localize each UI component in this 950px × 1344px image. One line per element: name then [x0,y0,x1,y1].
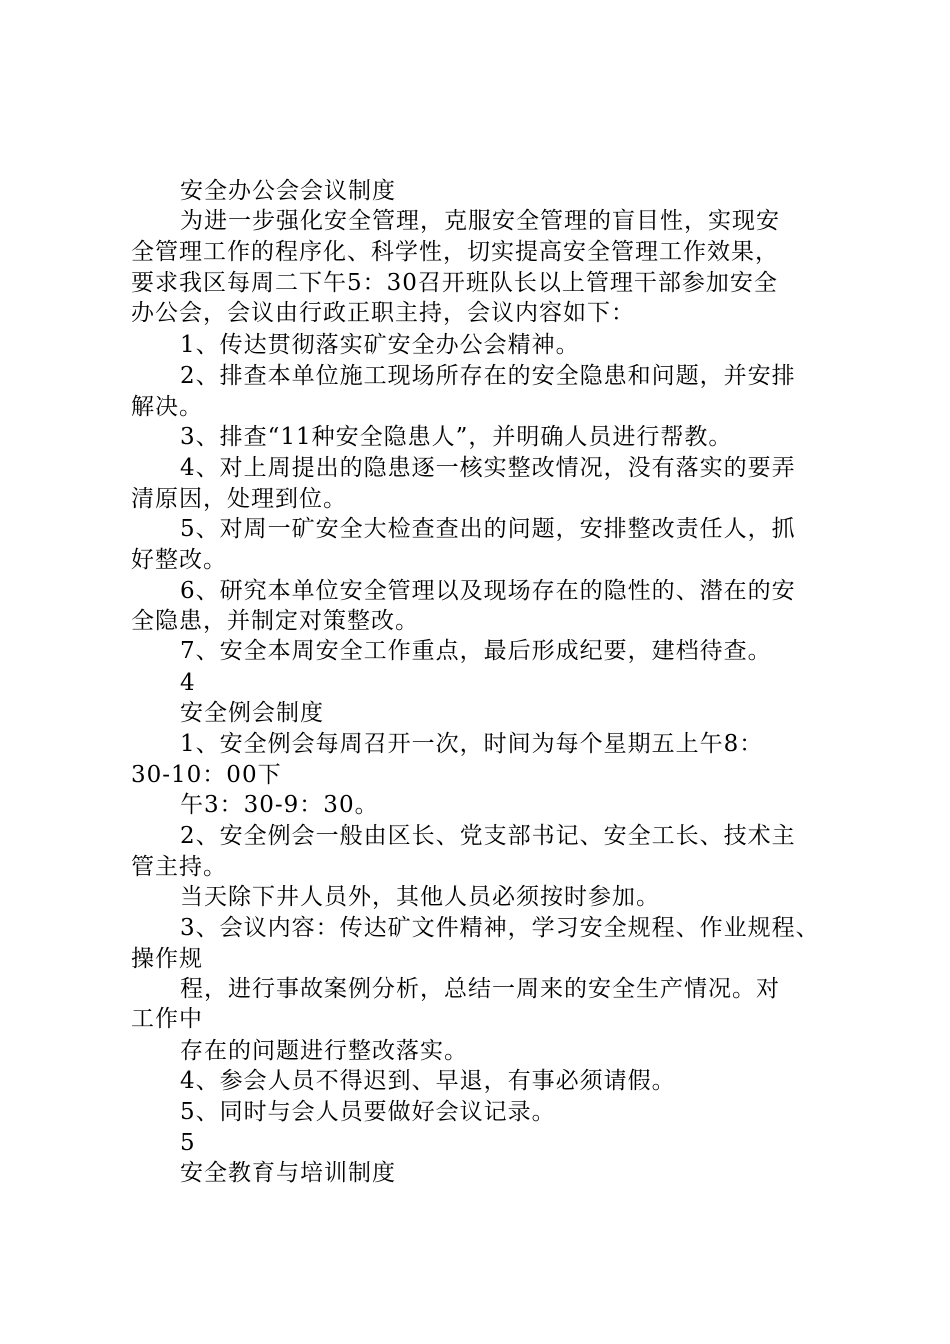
list-item-continuation: 程，进行事故案例分析，总结一周来的安全生产情况。对 [180,976,780,1002]
paragraph-line: 全管理工作的程序化、科学性，切实提高安全管理工作效果， [131,239,779,265]
list-item: 7、安全本周安全工作重点，最后形成纪要，建档待查。 [180,638,772,664]
list-item-continuation: 存在的问题进行整改落实。 [180,1038,468,1064]
page-number: 4 [180,670,196,696]
paragraph-line: 要求我区每周二下午5：30召开班队长以上管理干部参加安全 [131,270,778,296]
list-item: 2、排查本单位施工现场所存在的安全隐患和问题，并安排 [180,363,796,389]
list-item-continuation: 解决。 [131,394,203,420]
list-item: 1、安全例会每周召开一次，时间为每个星期五上午8： [180,731,764,757]
page-number: 5 [180,1130,196,1156]
list-item: 1、传达贯彻落实矿安全办公会精神。 [180,332,580,358]
list-item-continuation: 午3：30-9：30。 [180,792,379,818]
section-title-safety-education-training: 安全教育与培训制度 [180,1160,396,1186]
list-item-continuation: 全隐患，并制定对策整改。 [131,608,419,634]
list-item: 5、对周一矿安全大检查查出的问题，安排整改责任人，抓 [180,516,796,542]
list-item: 4、参会人员不得迟到、早退，有事必须请假。 [180,1068,676,1094]
paragraph-line: 为进一步强化安全管理，克服安全管理的盲目性，实现安 [180,208,780,234]
list-item-continuation: 30-10：00下 [131,762,282,788]
paragraph-line: 当天除下井人员外，其他人员必须按时参加。 [180,884,660,910]
section-title-safety-office-meeting: 安全办公会会议制度 [180,178,396,204]
list-item: 5、同时与会人员要做好会议记录。 [180,1099,556,1125]
list-item: 4、对上周提出的隐患逐一核实整改情况，没有落实的要弄 [180,455,796,481]
section-title-safety-regular-meeting: 安全例会制度 [180,700,324,726]
list-item-continuation: 好整改。 [131,547,227,573]
list-item-continuation: 管主持。 [131,854,227,880]
list-item-continuation: 操作规 [131,946,203,972]
paragraph-line: 办公会，会议由行政正职主持，会议内容如下： [131,300,635,326]
list-item: 3、排查“11种安全隐患人”，并明确人员进行帮教。 [180,424,733,450]
list-item: 6、研究本单位安全管理以及现场存在的隐性的、潜在的安 [180,578,796,604]
list-item-continuation: 清原因，处理到位。 [131,486,347,512]
list-item-continuation: 工作中 [131,1006,203,1032]
list-item: 3、会议内容：传达矿文件精神，学习安全规程、作业规程、 [180,915,820,941]
list-item: 2、安全例会一般由区长、党支部书记、安全工长、技术主 [180,823,796,849]
